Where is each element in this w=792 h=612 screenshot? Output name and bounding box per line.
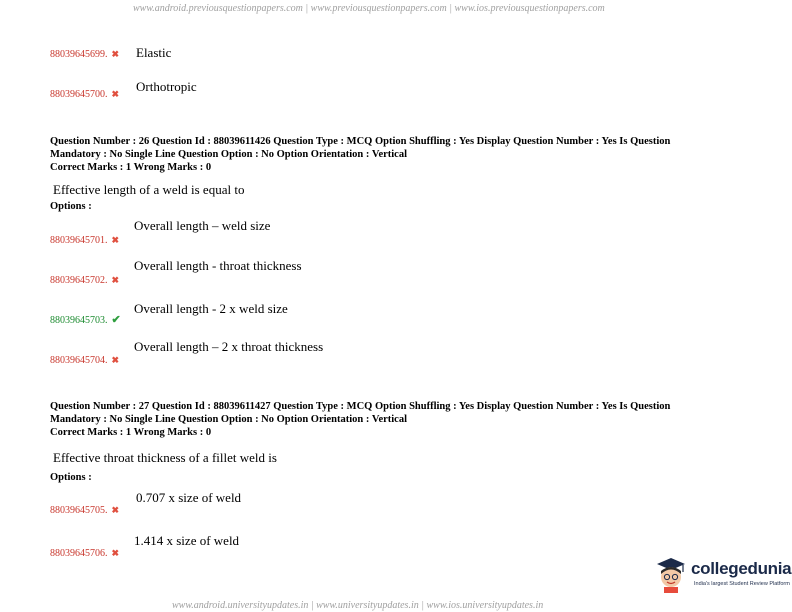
option-id: 88039645704. xyxy=(50,355,108,366)
option-text: Overall length – 2 x throat thickness xyxy=(134,339,324,354)
option-row xyxy=(50,44,119,62)
question-meta-line: Mandatory : No Single Line Question Option : No Option Orientation : Vertical xyxy=(50,414,408,425)
option-row xyxy=(50,350,119,368)
option-id: 88039645700. xyxy=(50,89,108,100)
cross-icon: ✖ xyxy=(111,355,120,365)
cross-icon: ✖ xyxy=(111,548,120,558)
cross-icon: ✖ xyxy=(111,235,120,245)
logo-tagline: India's largest Student Review Platform xyxy=(694,581,790,587)
option-row xyxy=(50,230,119,248)
option-text: 1.414 x size of weld xyxy=(134,533,240,548)
cross-icon: ✖ xyxy=(111,89,120,99)
question-marks: Correct Marks : 1 Wrong Marks : 0 xyxy=(50,162,212,173)
footer-watermark-url: www.android.universityupdates.in | www.universityupdates.in | www.ios.universityupdates.in xyxy=(172,600,544,611)
option-text: Elastic xyxy=(136,45,172,60)
option-id: 88039645703. xyxy=(50,315,108,326)
option-id: 88039645705. xyxy=(50,505,108,516)
option-row xyxy=(50,543,119,561)
cross-icon: ✖ xyxy=(111,505,120,515)
option-row xyxy=(50,84,119,102)
question-marks: Correct Marks : 1 Wrong Marks : 0 xyxy=(50,427,212,438)
question-meta xyxy=(50,400,750,439)
question-meta-line: Question Number : 26 Question Id : 88039611426 Question Type : MCQ Option Shuffling : Yes Display Question Number : Yes Is Question xyxy=(50,136,671,147)
option-text: Overall length - 2 x weld size xyxy=(134,301,288,316)
option-text: 0.707 x size of weld xyxy=(136,490,242,505)
option-text: Overall length - throat thickness xyxy=(134,258,302,273)
option-id: 88039645701. xyxy=(50,235,108,246)
option-id: 88039645699. xyxy=(50,49,108,60)
header-watermark-url: www.android.previousquestionpapers.com | www.previousquestionpapers.com | www.ios.previousquestionpapers.com xyxy=(133,3,605,14)
option-row xyxy=(50,310,121,328)
question-meta xyxy=(50,135,750,174)
question-text: Effective throat thickness of a fillet weld is xyxy=(53,450,277,465)
options-label: Options : xyxy=(50,472,92,483)
option-id: 88039645702. xyxy=(50,275,108,286)
collegedunia-logo xyxy=(654,553,792,597)
logo-wordmark: collegedunia xyxy=(691,559,792,578)
option-text: Overall length – weld size xyxy=(134,218,271,233)
option-row xyxy=(50,270,119,288)
option-id: 88039645706. xyxy=(50,548,108,559)
cross-icon: ✖ xyxy=(111,275,120,285)
question-meta-line: Mandatory : No Single Line Question Option : No Option Orientation : Vertical xyxy=(50,149,408,160)
question-meta-line: Question Number : 27 Question Id : 88039611427 Question Type : MCQ Option Shuffling : Yes Display Question Number : Yes Is Question xyxy=(50,401,671,412)
option-row xyxy=(50,500,119,518)
options-label: Options : xyxy=(50,201,92,212)
student-mascot-icon xyxy=(654,555,688,593)
check-icon: ✔ xyxy=(111,314,121,326)
option-text: Orthotropic xyxy=(136,79,197,94)
cross-icon: ✖ xyxy=(111,49,120,59)
question-text: Effective length of a weld is equal to xyxy=(53,182,245,197)
